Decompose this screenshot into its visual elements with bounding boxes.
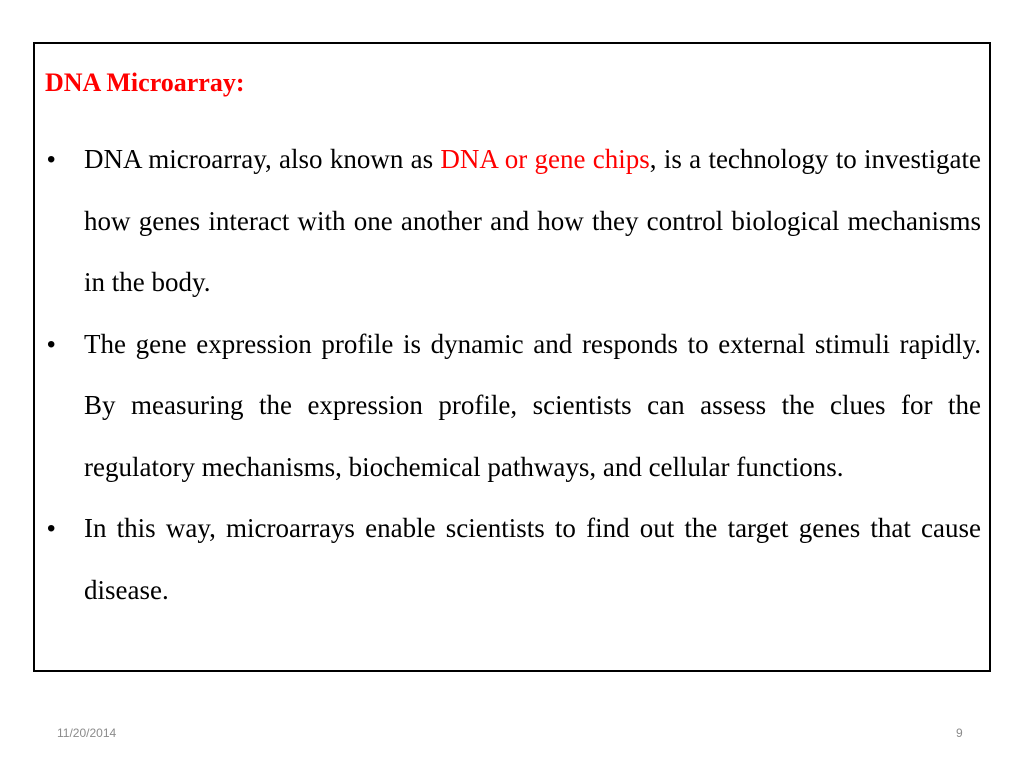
bullet-item-target-genes xyxy=(45,498,981,621)
bullet-icon: • xyxy=(47,146,56,173)
page-number: 9 xyxy=(956,726,963,740)
footer-date: 11/20/2014 xyxy=(57,726,117,740)
content-box xyxy=(33,42,991,672)
slide-heading: DNA Microarray: xyxy=(45,68,245,97)
highlighted-term: DNA or gene chips xyxy=(440,144,650,174)
bullet-text-intro: DNA microarray, also known as xyxy=(84,144,441,174)
bullet-item-dna-microarray xyxy=(45,129,981,314)
bullet-list xyxy=(45,129,981,621)
bullet-text: The gene expression profile is dynamic and responds to external stimuli rapidly. By measuring the expression profile, scientists can assess the clues for the regulatory mechanisms, biochemical pathways, and cellular functions. xyxy=(84,328,981,482)
bullet-icon: • xyxy=(47,330,56,358)
bullet-text: In this way, microarrays enable scientists to find out the target genes that cause disease. xyxy=(84,513,981,605)
bullet-icon: • xyxy=(47,515,56,542)
bullet-item-expression-profile xyxy=(45,314,981,499)
bullet-text-rest: , is a technology to investigate how genes interact with one another and how they control biological mechanisms in the body. xyxy=(84,144,981,297)
